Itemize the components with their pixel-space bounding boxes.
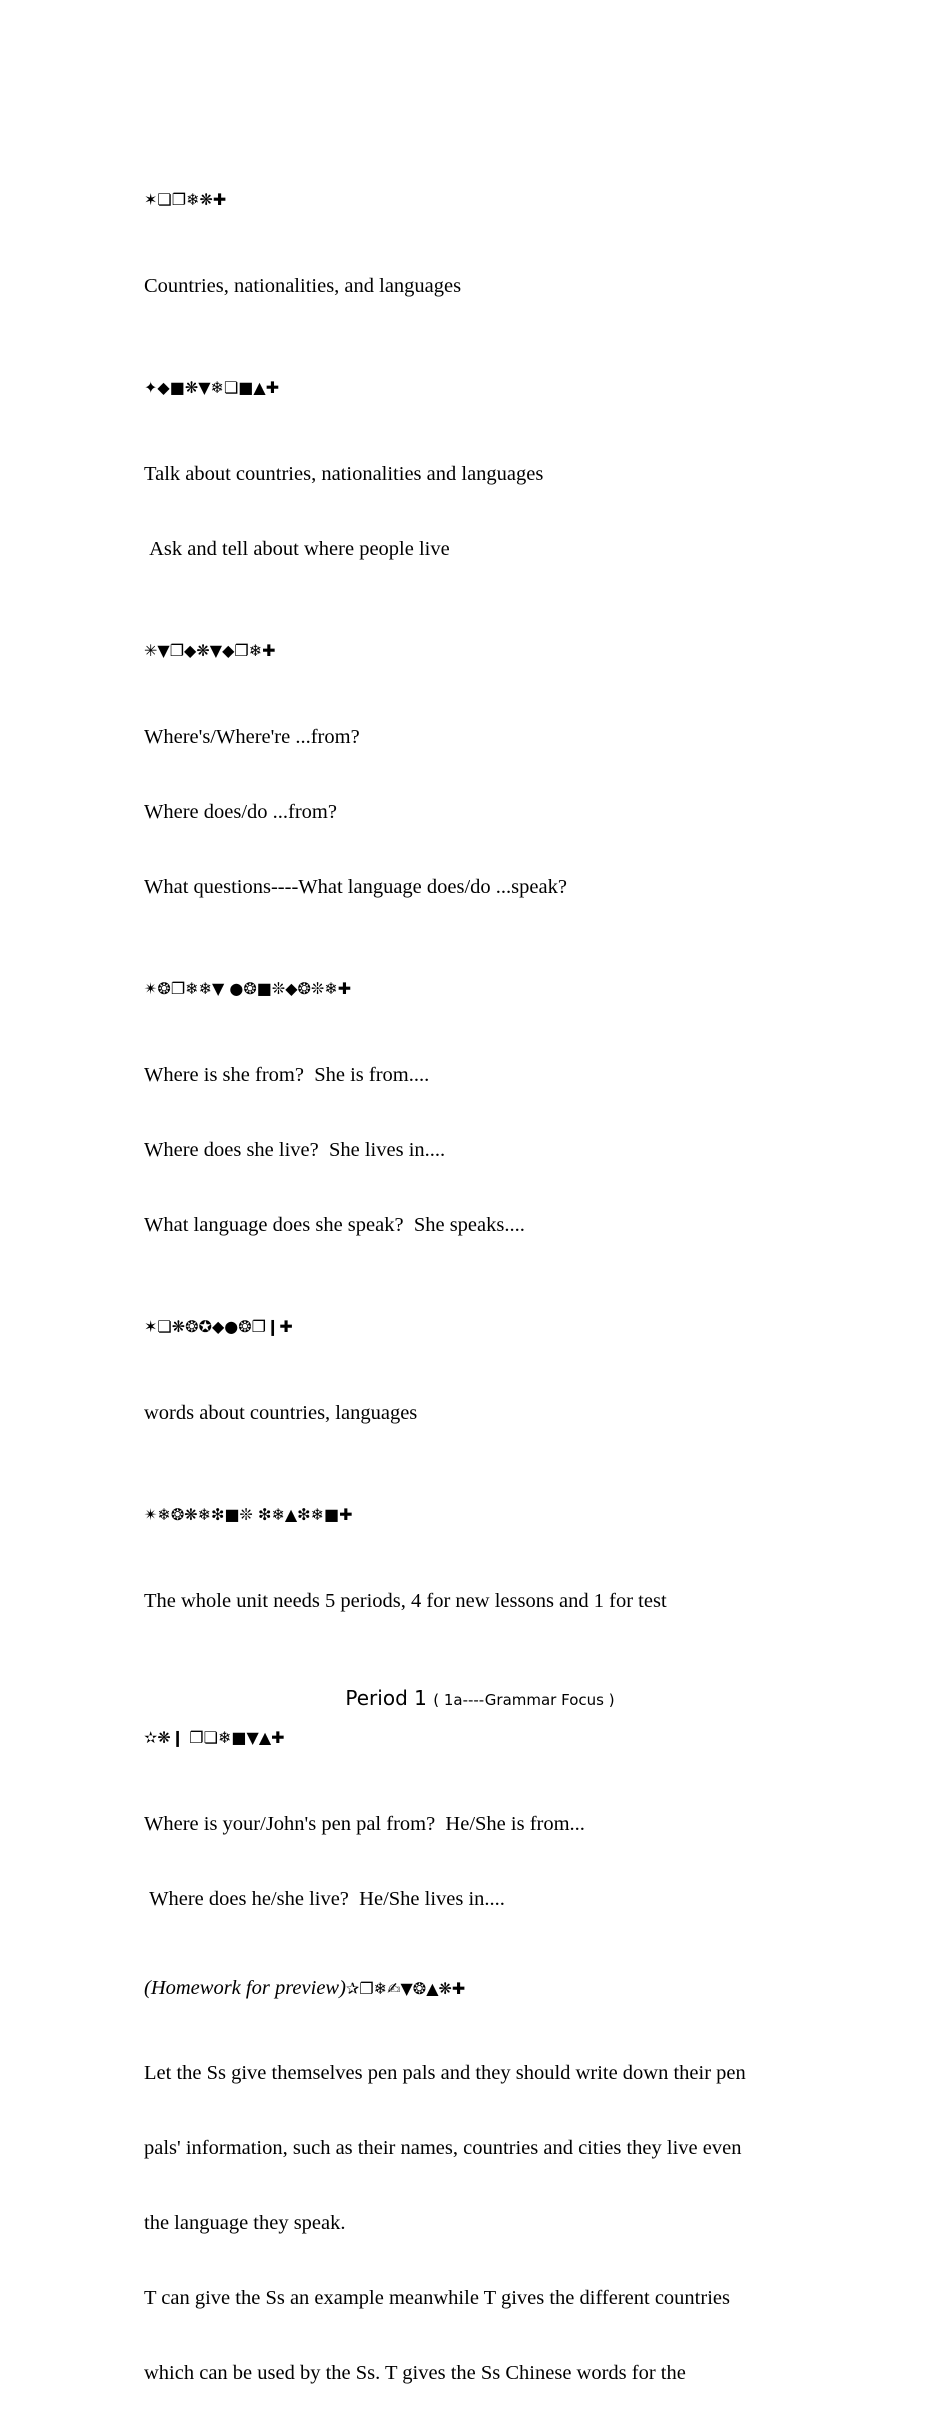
body-line: Where does/do ...from? [144, 801, 337, 823]
body-line: Let the Ss give themselves pen pals and they should write down their pen [144, 2062, 746, 2084]
body-line: Where is she from? She is from.... [144, 1064, 430, 1086]
body-line: Where does she live? She lives in.... [144, 1139, 446, 1161]
section-body-1 [144, 224, 816, 349]
homework-symbols: ✰❐❄✍▼❂▲❋✚ [345, 1979, 466, 1998]
section-body-6 [144, 1539, 816, 1664]
section-body-3 [144, 675, 816, 950]
homework-heading [144, 1976, 816, 2001]
body-line: Where's/Where're ...from? [144, 726, 360, 748]
body-line: Talk about countries, nationalities and languages [144, 463, 544, 485]
section-heading-1: ✶❏❐❄❋✚ [144, 190, 227, 209]
body-line: pals' information, such as their names, countries and cities they live even [144, 2137, 742, 2159]
body-line: What questions----What language does/do ...speak? [144, 876, 567, 898]
body-line: Countries, nationalities, and languages [144, 275, 462, 297]
section-heading-3: ✳▼❐◆❋▼◆❐❄✚ [144, 641, 276, 660]
period-subtitle: ( 1a----Grammar Focus ) [433, 1691, 615, 1709]
period-section-body [144, 1762, 816, 1962]
section-heading-4: ✴❂❐❄❄▼ ●❂■❊◆❂❊❄✚ [144, 979, 352, 998]
body-line: The whole unit needs 5 periods, 4 for new lessons and 1 for test [144, 1590, 667, 1612]
period-label: Period 1 [345, 1686, 427, 1710]
section-heading-2: ✦◆■❋▼❄❏■▲✚ [144, 378, 280, 397]
body-line: What language does she speak? She speaks.... [144, 1214, 525, 1236]
period-title [144, 1684, 816, 1712]
homework-body [144, 2011, 816, 2436]
body-line: Ask and tell about where people live [144, 538, 450, 560]
body-line: which can be used by the Ss. T gives the Ss Chinese words for the [144, 2362, 686, 2384]
section-heading-6: ✴❄❂❋❄❇■❊ ❇❄▲❇❄■✚ [144, 1505, 353, 1524]
document-page [144, 188, 816, 2436]
period-section-heading: ✫❋❙ ❐❏❄■▼▲✚ [144, 1728, 285, 1747]
section-body-5 [144, 1351, 816, 1476]
body-line: words about countries, languages [144, 1402, 418, 1424]
body-line: Where is your/John's pen pal from? He/She is from... [144, 1813, 585, 1835]
body-line: the language they speak. [144, 2212, 346, 2234]
body-line: T can give the Ss an example meanwhile T gives the different countries [144, 2287, 730, 2309]
section-body-2 [144, 412, 816, 612]
body-line: Where does he/she live? He/She lives in.... [144, 1888, 505, 1910]
section-body-4 [144, 1013, 816, 1288]
section-heading-5: ✶❏❋❂✪◆●❂❐❙✚ [144, 1317, 293, 1336]
homework-label: (Homework for preview) [144, 1977, 346, 1999]
